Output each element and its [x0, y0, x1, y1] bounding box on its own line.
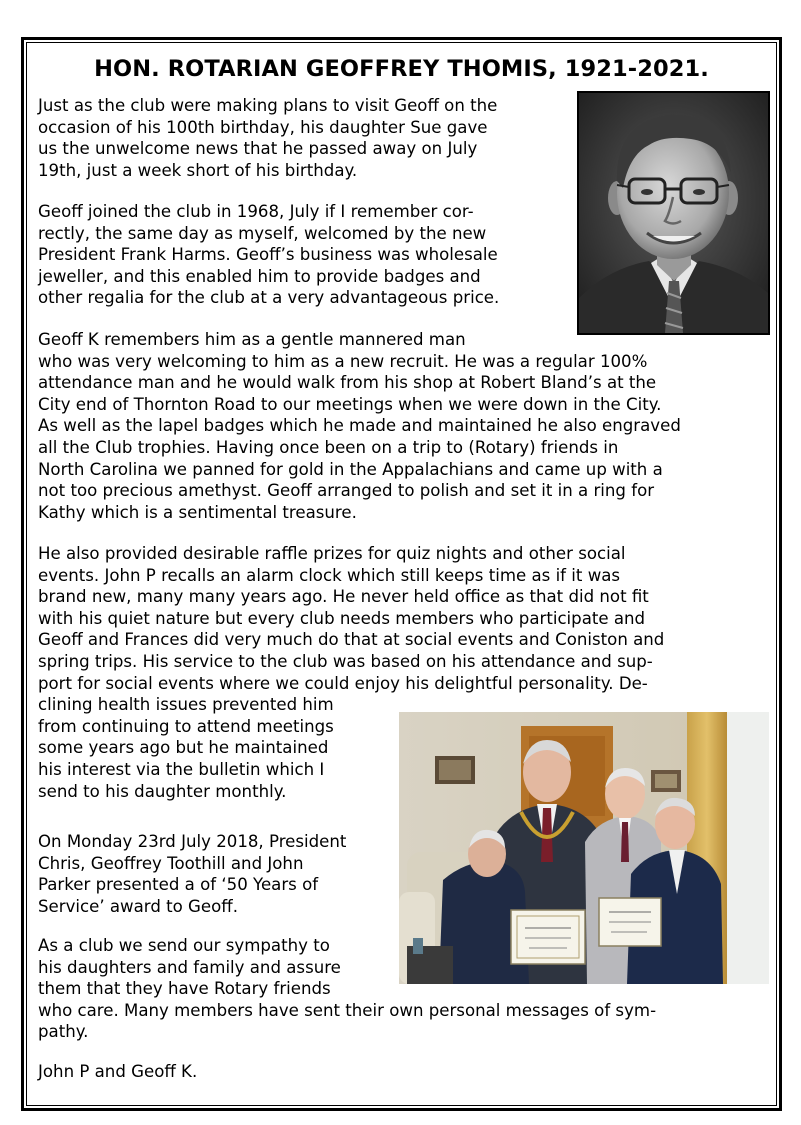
text-line: his interest via the bulletin which I [38, 759, 325, 779]
text-line: port for social events where we could enjoy his delightful personality. De- [38, 673, 648, 693]
text-line: us the unwelcome news that he passed away on July [38, 139, 478, 159]
text-line: North Carolina we panned for gold in the Appalachians and came up with a [38, 459, 663, 479]
text-line: Kathy which is a sentimental treasure. [38, 502, 357, 522]
text-line: Geoff K remembers him as a gentle mannered man [38, 330, 466, 349]
text-line: Parker presented a of ‘50 Years of [38, 875, 319, 895]
paragraph-3 [38, 329, 681, 523]
text-line: from continuing to attend meetings [38, 716, 334, 736]
text-line: attendance man and he would walk from his shop at Robert Bland’s at the [38, 373, 657, 393]
text-line: spring trips. His service to the club was based on his attendance and sup- [38, 651, 653, 671]
text-line: Geoff and Frances did very much do that at social events and Coniston and [38, 630, 665, 650]
text-line: clining health issues prevented him [38, 695, 334, 715]
text-line: rectly, the same day as myself, welcomed by the new [38, 223, 487, 243]
paragraph-5 [38, 831, 346, 917]
text-line: his daughters and family and assure [38, 957, 341, 977]
text-line: with his quiet nature but every club needs members who participate and [38, 608, 646, 628]
text-line: As well as the lapel badges which he made and maintained he also engraved [38, 416, 681, 436]
text-line: As a club we send our sympathy to [38, 936, 330, 955]
group-image [399, 712, 769, 984]
paragraph-signoff [38, 1061, 197, 1083]
text-line: 19th, just a week short of his birthday. [38, 160, 358, 180]
text-line: who was very welcoming to him as a new recruit. He was a regular 100% [38, 351, 648, 371]
text-line: other regalia for the club at a very advantageous price. [38, 288, 500, 308]
text-line: Chris, Geoffrey Toothill and John [38, 853, 304, 873]
portrait-photo [577, 91, 770, 335]
text-line: occasion of his 100th birthday, his daughter Sue gave [38, 117, 488, 137]
paragraph-2 [38, 201, 499, 309]
text-line: President Frank Harms. Geoff’s business was wholesale [38, 245, 498, 265]
article-title: HON. ROTARIAN GEOFFREY THOMIS, 1921-2021. [94, 56, 709, 82]
text-line: On Monday 23rd July 2018, President [38, 832, 347, 851]
text-line: events. John P recalls an alarm clock which still keeps time as if it was [38, 565, 621, 585]
text-line: brand new, many many years ago. He never held office as that did not fit [38, 587, 649, 607]
portrait-image [579, 93, 768, 333]
award-presentation-photo [399, 712, 769, 984]
text-line: pathy. [38, 1022, 89, 1042]
text-line: City end of Thornton Road to our meetings when we were down in the City. [38, 394, 662, 414]
text-line: all the Club trophies. Having once been on a trip to (Rotary) friends in [38, 437, 619, 457]
text-line: He also provided desirable raffle prizes for quiz nights and other social [38, 544, 626, 563]
text-line: John P and Geoff K. [38, 1062, 198, 1081]
text-line: send to his daughter monthly. [38, 781, 287, 801]
text-line: Just as the club were making plans to visit Geoff on the [38, 96, 498, 115]
text-line: who care. Many members have sent their own personal messages of sym- [38, 1000, 657, 1020]
text-line: them that they have Rotary friends [38, 979, 331, 999]
text-line: some years ago but he maintained [38, 738, 329, 758]
text-line: jeweller, and this enabled him to provide badges and [38, 266, 481, 286]
text-line: not too precious amethyst. Geoff arranged to polish and set it in a ring for [38, 481, 655, 501]
paragraph-1 [38, 95, 497, 181]
text-line: Service’ award to Geoff. [38, 896, 238, 916]
text-line: Geoff joined the club in 1968, July if I remember cor- [38, 202, 474, 221]
